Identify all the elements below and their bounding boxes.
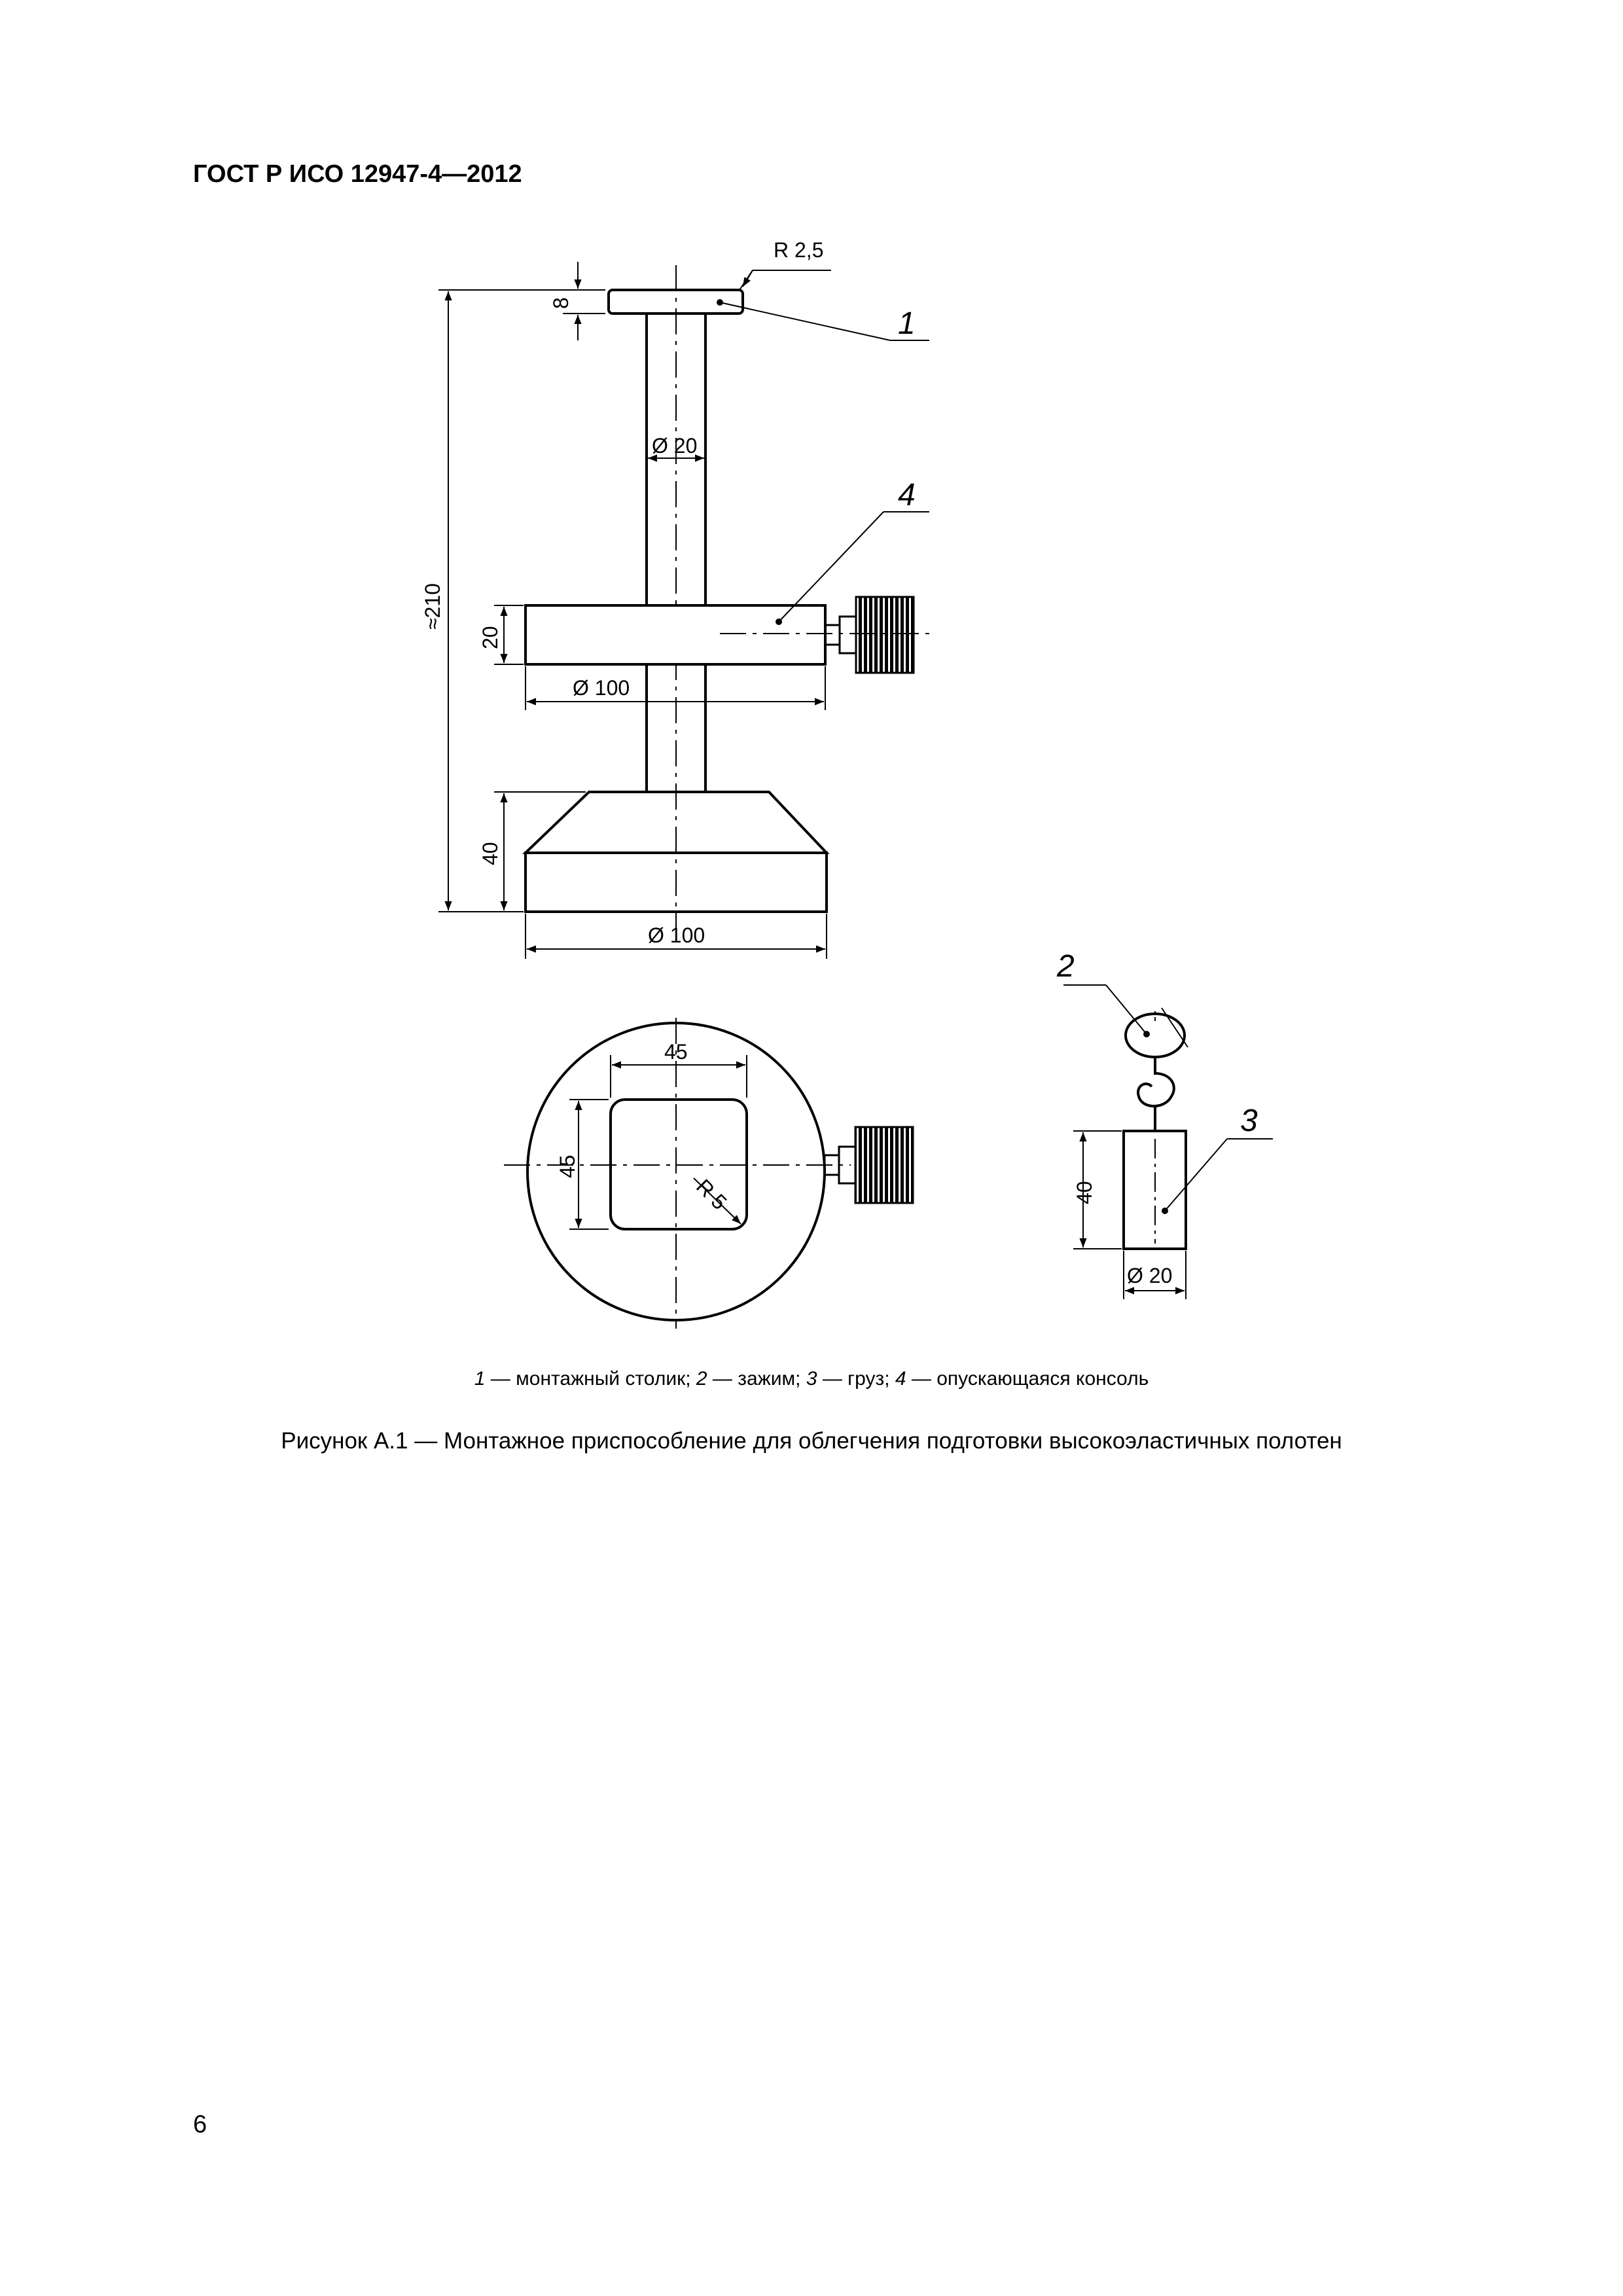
legend-text-3: — груз; [817, 1368, 895, 1390]
console-knob [840, 617, 856, 653]
callout-1: 1 [898, 306, 916, 341]
console-knurl [856, 597, 914, 673]
dim-overall-height: ≈210 [421, 583, 444, 630]
dim-top-thickness: 8 [549, 297, 573, 309]
lowering-console [526, 605, 825, 664]
front-view [526, 265, 929, 942]
legend-text-2: — зажим; [707, 1368, 806, 1390]
legend-num-4: 4 [895, 1368, 906, 1390]
console-screw [825, 625, 840, 645]
dim-top-radius: R 2,5 [774, 238, 824, 262]
callout-3: 3 [1240, 1103, 1258, 1138]
dim-console-diameter: Ø 100 [573, 676, 630, 700]
legend-num-1: 1 [474, 1368, 486, 1390]
dim-base-height: 40 [478, 842, 502, 865]
hook [1138, 1057, 1174, 1131]
dim-weight-diameter: Ø 20 [1127, 1264, 1173, 1287]
top-knurl [855, 1127, 913, 1203]
legend-text-1: — монтажный столик; [485, 1368, 696, 1390]
clamp-weight-dimensions [1063, 985, 1273, 1299]
dim-base-diameter: Ø 100 [648, 924, 705, 947]
legend-text-4: — опускающаяся консоль [906, 1368, 1149, 1390]
dim-weight-height: 40 [1073, 1181, 1096, 1204]
callout-2: 2 [1057, 949, 1075, 984]
callout-4: 4 [898, 478, 916, 512]
legend-num-2: 2 [696, 1368, 707, 1390]
document-header: ГОСТ Р ИСО 12947-4—2012 [193, 160, 522, 188]
figure-caption: Рисунок А.1 — Монтажное приспособление для облегчения подготовки высокоэластичных полотен [281, 1428, 1342, 1454]
page-number: 6 [193, 2111, 207, 2138]
legend-num-3: 3 [806, 1368, 817, 1390]
dim-corner-radius: R 5 [692, 1174, 732, 1215]
dim-square-height: 45 [556, 1155, 579, 1178]
figure-legend [0, 1368, 1623, 1390]
dim-shaft-diameter: Ø 20 [652, 434, 698, 457]
dim-square-width: 45 [664, 1040, 688, 1064]
dim-console-height: 20 [478, 626, 502, 649]
